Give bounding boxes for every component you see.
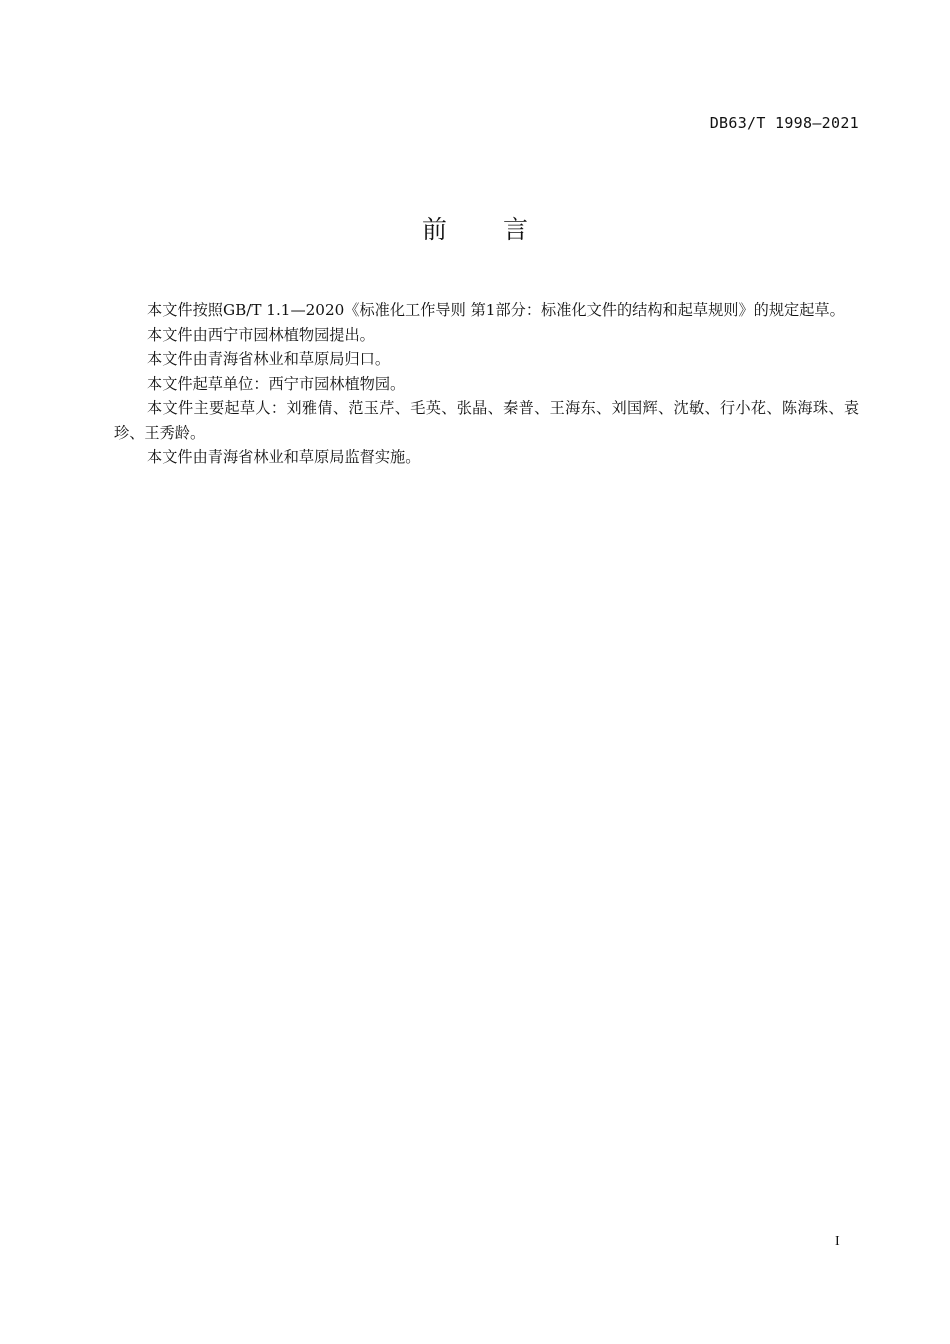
- document-code: DB63/T 1998—2021: [709, 114, 859, 132]
- page-title: 前言: [421, 215, 584, 244]
- paragraph-drafting-unit: 本文件起草单位：西宁市园林植物园。: [147, 374, 406, 393]
- foreword-body: [114, 298, 859, 470]
- page-number: I: [835, 1234, 840, 1249]
- paragraph-centralized-unit: 本文件由青海省林业和草原局归口。: [147, 350, 390, 368]
- paragraph-standard-basis: 本文件按照GB/T 1.1—2020《标准化工作导则 第1部分：标准化文件的结构和起草规则》的规定起草。: [147, 301, 845, 319]
- paragraph-supervisor: 本文件由青海省林业和草原局监督实施。: [147, 448, 421, 466]
- paragraph-main-drafters: 本文件主要起草人：刘雅倩、范玉芹、毛英、张晶、秦普、王海东、刘国辉、沈敏、行小花、陈海珠、袁珍、王秀龄。: [114, 399, 859, 442]
- paragraph-proposer: 本文件由西宁市园林植物园提出。: [147, 325, 375, 344]
